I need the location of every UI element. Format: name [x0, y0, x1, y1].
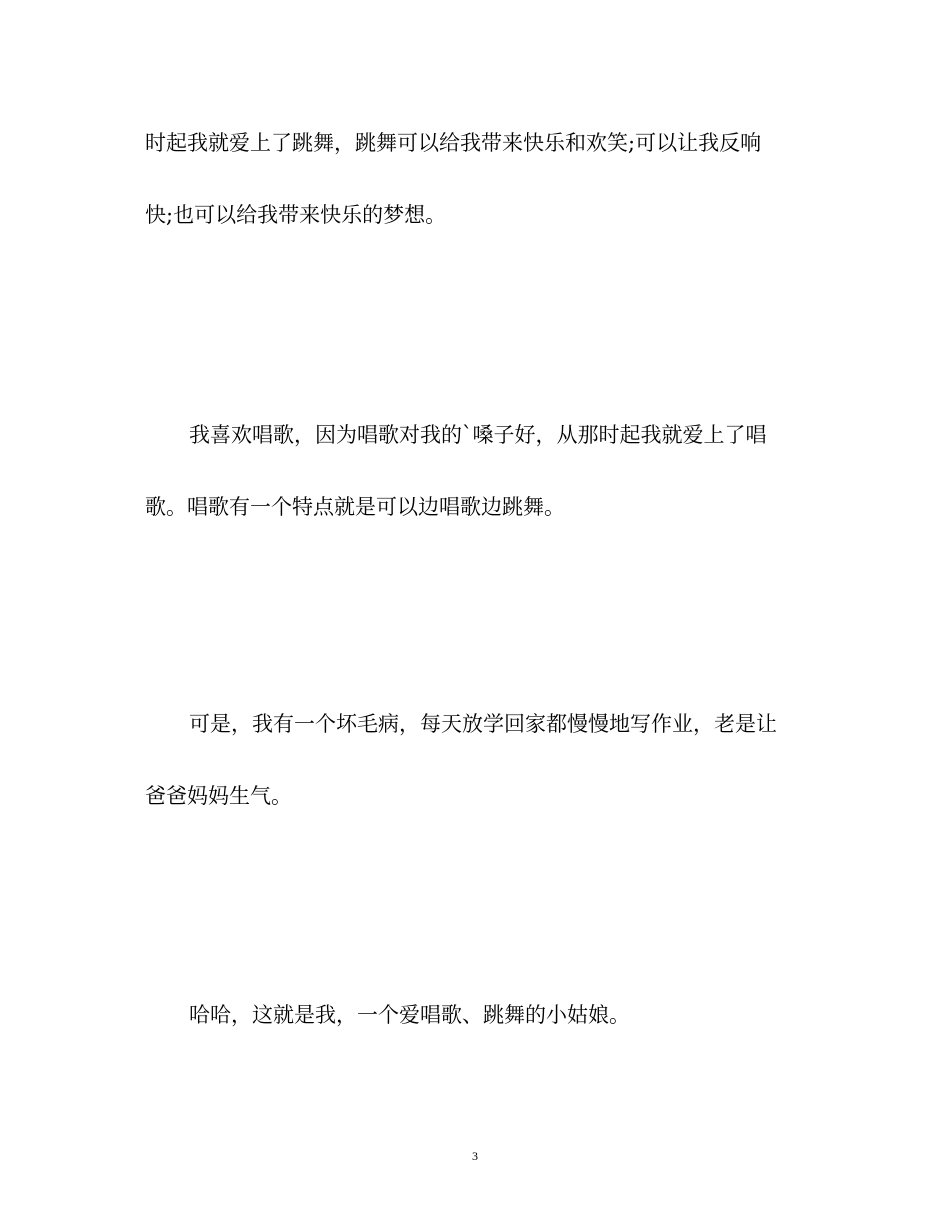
paragraph-line: 快;也可以给我带来快乐的梦想。	[145, 203, 447, 227]
paragraph-line: 歌。唱歌有一个特点就是可以边唱歌边跳舞。	[145, 495, 565, 519]
paragraph-line: 我喜欢唱歌，因为唱歌对我的`嗓子好，从那时起我就爱上了唱	[189, 423, 767, 447]
paragraph-line: 时起我就爱上了跳舞，跳舞可以给我带来快乐和欢笑;可以让我反响	[145, 131, 762, 155]
paragraph-line: 可是，我有一个坏毛病，每天放学回家都慢慢地写作业，老是让	[189, 712, 777, 736]
page-number: 3	[472, 1149, 478, 1163]
paragraph-line: 爸爸妈妈生气。	[145, 784, 292, 808]
paragraph-line: 哈哈，这就是我，一个爱唱歌、跳舞的小姑娘。	[189, 1003, 630, 1027]
